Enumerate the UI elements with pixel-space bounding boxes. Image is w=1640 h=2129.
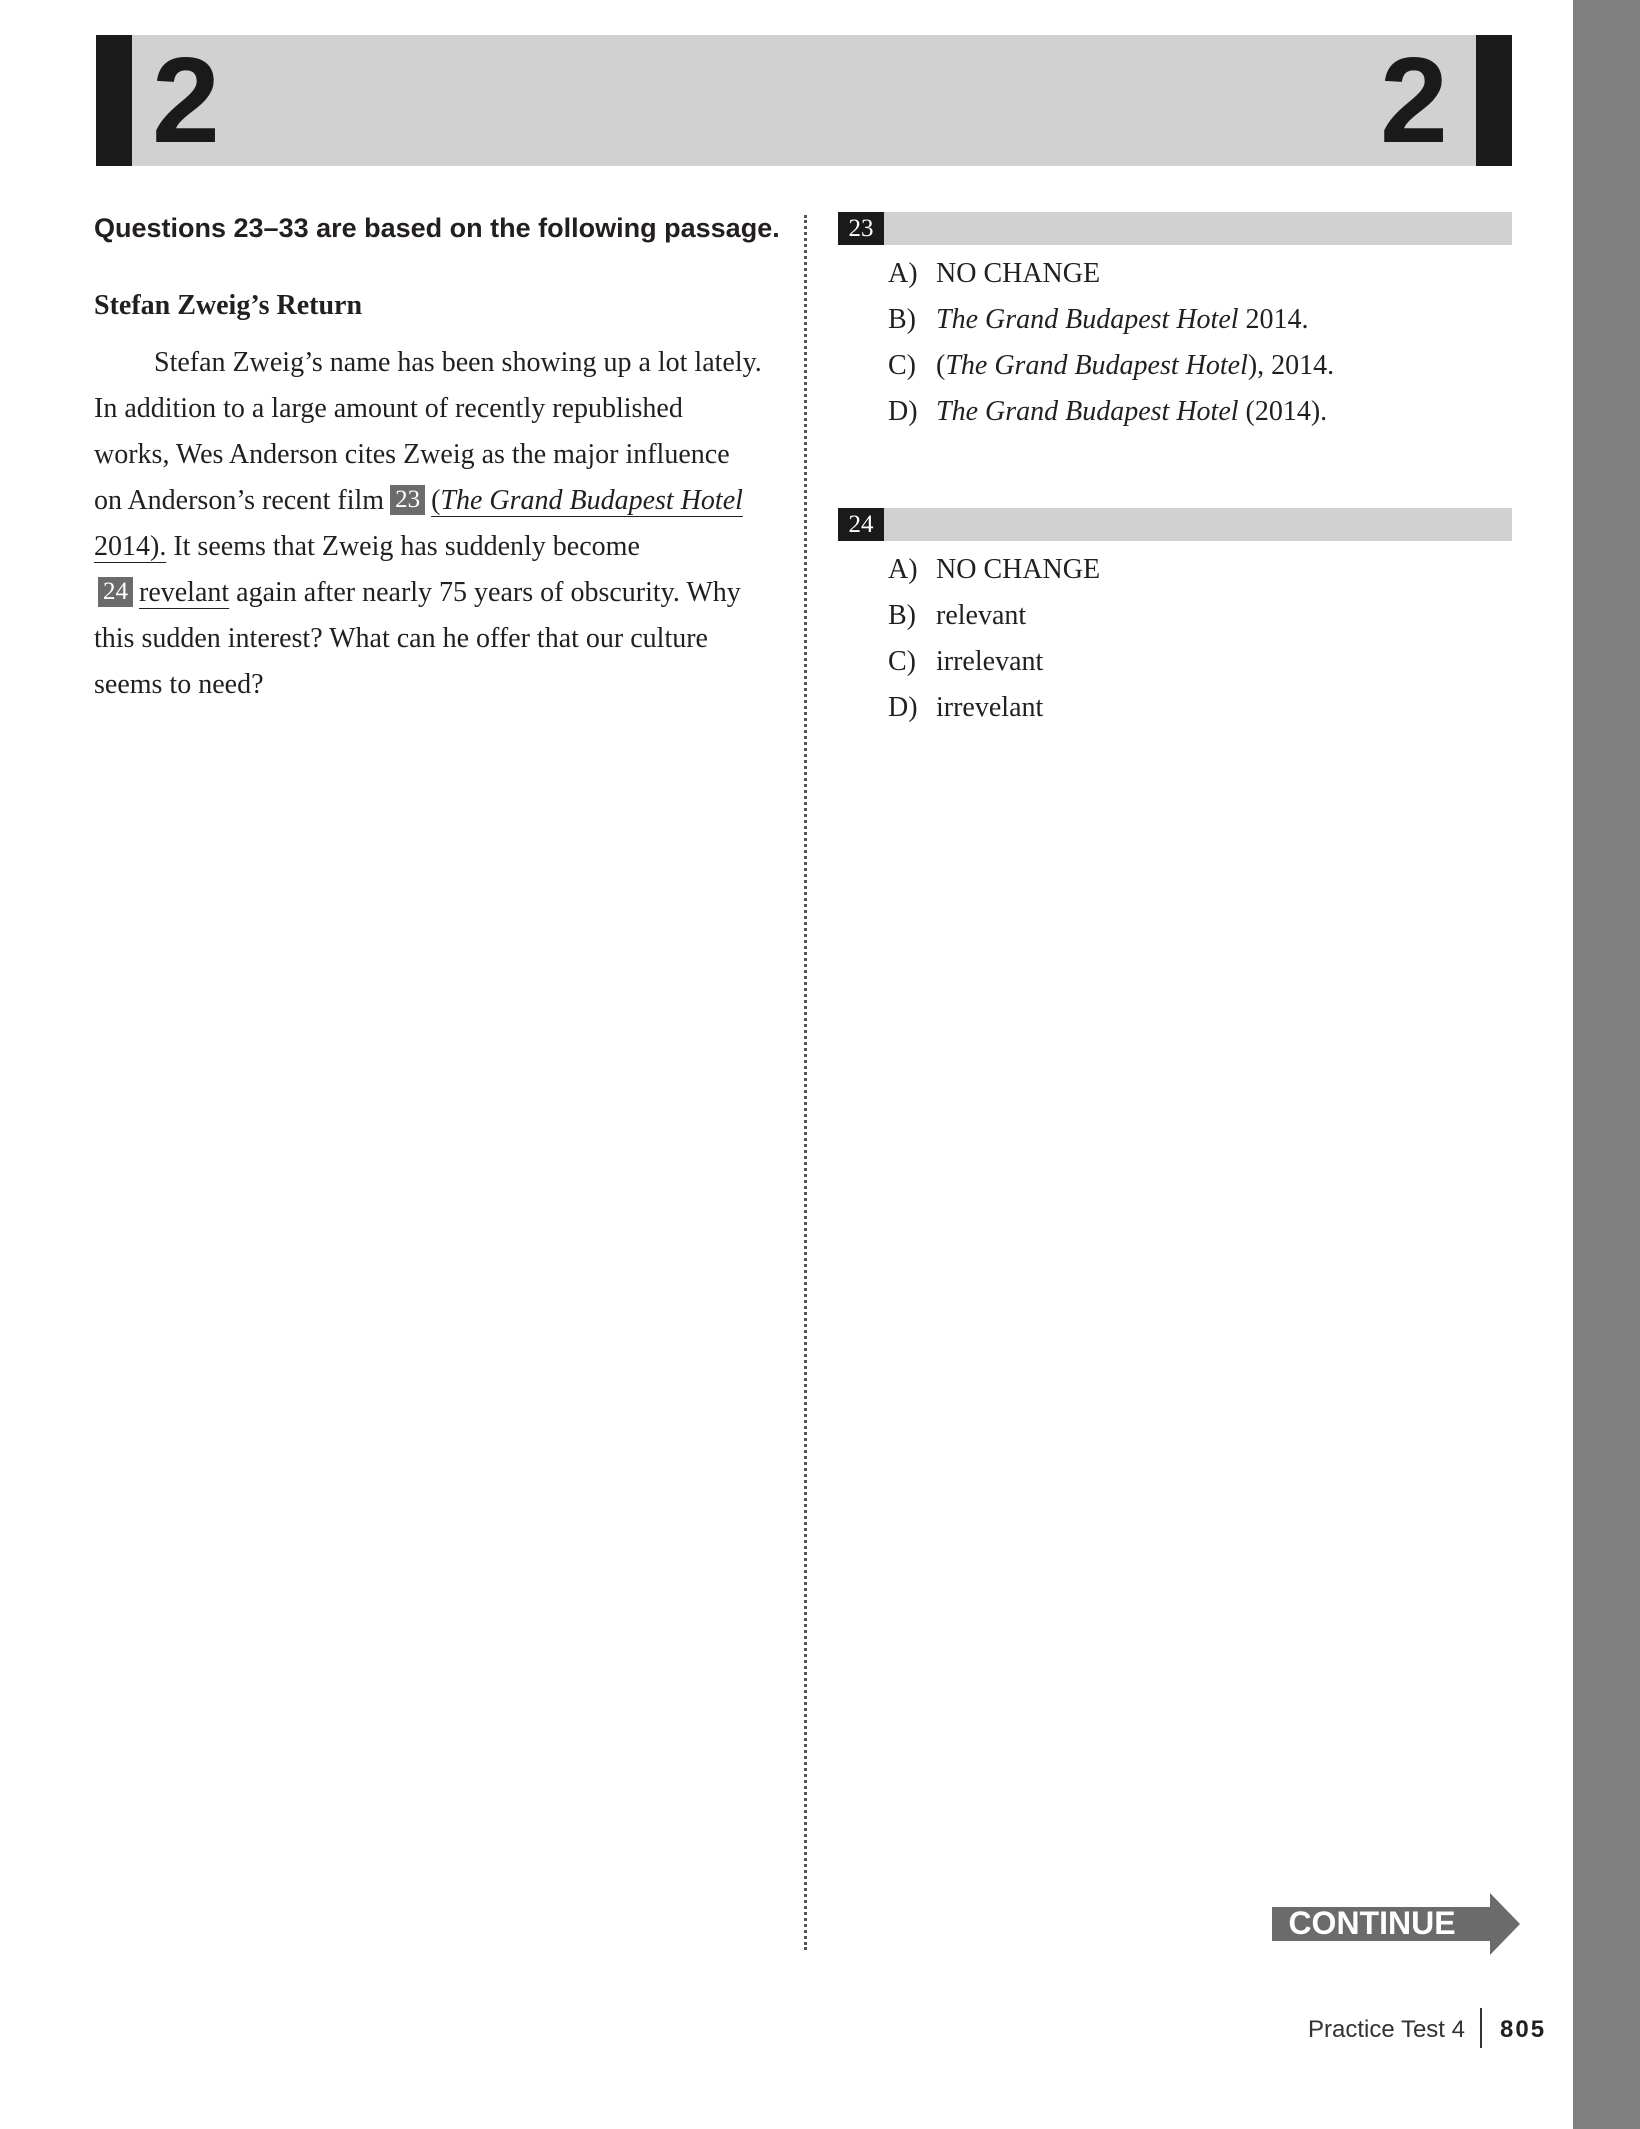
page-number: 805 <box>1500 2016 1547 2043</box>
question-23-marker[interactable]: 23 <box>390 485 425 515</box>
answer-option[interactable]: A) NO CHANGE <box>888 258 1101 289</box>
passage-line: works, Wes Anderson cites Zweig as the major influence <box>94 439 730 470</box>
passage-intro: Questions 23–33 are based on the following passage. <box>94 213 780 243</box>
underlined-portion-23: (The Grand Budapest Hotel <box>431 485 743 516</box>
section-number-left: 2 <box>152 32 220 168</box>
underlined-portion-23-end: 2014). <box>94 531 167 562</box>
passage-line: Stefan Zweig’s name has been showing up a lot lately. <box>154 347 762 378</box>
answer-option[interactable]: D) The Grand Budapest Hotel (2014). <box>888 396 1328 427</box>
continue-button[interactable] <box>1272 1893 1520 1955</box>
passage-text: again after nearly 75 years of obscurity. Why <box>229 577 741 608</box>
passage-text: It seems that Zweig has suddenly become <box>166 531 640 562</box>
question-23-options <box>888 251 1508 435</box>
answer-option[interactable]: B) The Grand Budapest Hotel 2014. <box>888 304 1309 335</box>
answer-option[interactable]: A) NO CHANGE <box>888 554 1101 585</box>
page-edge-tab <box>1573 0 1640 2129</box>
answer-option[interactable]: D) irrevelant <box>888 692 1044 723</box>
question-24-number: 24 <box>838 508 884 541</box>
passage-line: seems to need? <box>94 669 264 700</box>
column-divider <box>804 215 807 1950</box>
answer-option[interactable]: C) (The Grand Budapest Hotel), 2014. <box>888 350 1335 381</box>
question-24-options <box>888 547 1508 731</box>
passage-line: In addition to a large amount of recently republished <box>94 393 683 424</box>
footer-separator <box>1480 2008 1482 2048</box>
section-number-right: 2 <box>1380 32 1448 168</box>
underlined-portion-24: revelant <box>139 577 230 608</box>
question-24-header <box>838 508 1512 541</box>
passage-title: Stefan Zweig’s Return <box>94 290 363 321</box>
header-bar-right <box>1476 35 1512 166</box>
question-24-marker[interactable]: 24 <box>98 577 133 607</box>
question-23-number: 23 <box>838 212 884 245</box>
passage-text: on Anderson’s recent film <box>94 485 385 516</box>
section-header-band <box>96 35 1512 166</box>
continue-label: CONTINUE <box>1288 1905 1456 1941</box>
passage-body <box>94 340 764 708</box>
passage-line: this sudden interest? What can he offer that our culture <box>94 623 708 654</box>
answer-option[interactable]: C) irrelevant <box>888 646 1044 677</box>
header-bar-left <box>96 35 132 166</box>
answer-option[interactable]: B) relevant <box>888 600 1027 631</box>
passage-line <box>94 570 764 616</box>
passage-line <box>94 524 764 570</box>
footer-test-label: Practice Test 4 <box>1308 2016 1465 2043</box>
passage-line <box>94 478 764 524</box>
question-23-header <box>838 212 1512 245</box>
